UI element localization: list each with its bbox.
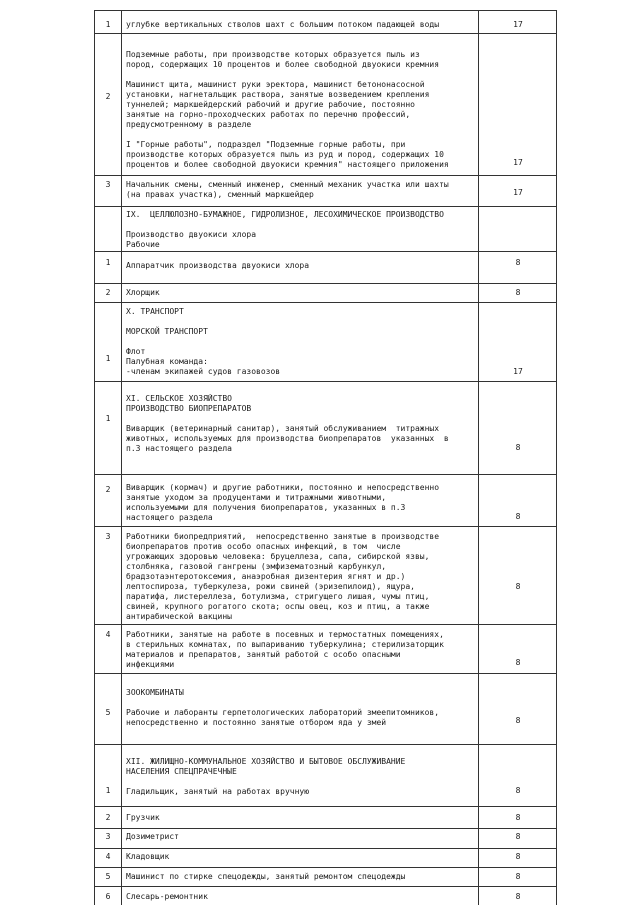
description-line: Аппаратчик производства двуокиси хлора	[126, 261, 310, 270]
row-number: 4	[105, 630, 111, 639]
row-separator	[94, 175, 556, 176]
description-line: Работники биопредприятий, непосредственно занятые в производстве	[126, 532, 440, 541]
description-line: Слесарь-ремонтник	[126, 892, 208, 901]
description-line	[126, 414, 478, 424]
row-number: 4	[105, 852, 111, 861]
row-description	[126, 261, 478, 271]
row-description	[126, 688, 478, 728]
description-line: материалов и препаратов, занятый работой с особо опасными	[126, 650, 401, 659]
description-line	[126, 70, 478, 80]
description-line: (на правах участка), сменный маркшейдер	[126, 190, 314, 199]
description-line: IX. ЦЕЛЛЮЛОЗНО-БУМАЖНОЕ, ГИДРОЛИЗНОЕ, ЛЕСОХИМИЧЕСКОЕ ПРОИЗВОДСТВО	[126, 210, 444, 219]
row-code: 8	[515, 658, 521, 667]
row-number: 3	[105, 180, 111, 189]
row-number: 2	[105, 485, 111, 494]
description-line: XI. СЕЛЬСКОЕ ХОЗЯЙСТВО	[126, 394, 232, 403]
description-line: Кладовщик	[126, 852, 170, 861]
row-description	[126, 532, 478, 622]
row-number: 5	[105, 708, 111, 717]
description-line: столбняка, газовой гангрены (эмфизематозный карбункул,	[126, 562, 387, 571]
row-separator	[94, 206, 556, 207]
row-number: 1	[105, 20, 111, 29]
table-column-divider	[121, 10, 122, 905]
row-code: 8	[515, 852, 521, 861]
row-number: 2	[105, 288, 111, 297]
row-code: 8	[515, 443, 521, 452]
description-line: производстве которых образуется пыль из руд и пород, содержащих 10	[126, 150, 444, 159]
row-description	[126, 852, 478, 862]
description-line: XII. ЖИЛИЩНО-КОММУНАЛЬНОЕ ХОЗЯЙСТВО И БЫТОВОЕ ОБСЛУЖИВАНИЕ	[126, 757, 406, 766]
description-line: свиней, крупного рогатого скота; оспы овец, коз и птиц, а также	[126, 602, 430, 611]
description-line: Рабочие	[126, 240, 160, 249]
row-code: 8	[515, 716, 521, 725]
description-line: ЗООКОМБИНАТЫ	[126, 688, 184, 697]
row-number: 2	[105, 813, 111, 822]
description-line: лептоспироза, туберкулеза, рожи свиней (эризепилоид), ящура,	[126, 582, 415, 591]
row-number: 5	[105, 872, 111, 881]
description-line: процентов и более свободной двуокиси кремния" настоящего приложения	[126, 160, 449, 169]
description-line	[126, 130, 478, 140]
row-separator	[94, 381, 556, 382]
row-separator	[94, 474, 556, 475]
row-separator	[94, 848, 556, 849]
row-code: 8	[515, 288, 521, 297]
row-code: 8	[515, 258, 521, 267]
row-code: 17	[513, 367, 523, 376]
description-line: используемыми для получения биопрепаратов, указанных в п.3	[126, 503, 406, 512]
row-code: 17	[513, 158, 523, 167]
row-separator	[94, 33, 556, 34]
row-separator	[94, 526, 556, 527]
description-line: НАСЕЛЕНИЯ СПЕЦПРАЧЕЧНЫЕ	[126, 767, 237, 776]
row-number: 3	[105, 532, 111, 541]
description-line: занятые уходом за продуцентами и титражными животными,	[126, 493, 387, 502]
description-line: установки, нагнетальщик раствора, занятые возведением крепления	[126, 90, 430, 99]
description-line: Грузчик	[126, 813, 160, 822]
row-number: 1	[105, 258, 111, 267]
table-left-border	[94, 10, 95, 905]
description-line	[126, 337, 478, 347]
description-line: предусмотренному в разделе	[126, 120, 252, 129]
row-description	[126, 872, 478, 882]
description-line: брадзотаэнтеротоксемия, анаэробная дизентерия ягнят и др.)	[126, 572, 406, 581]
table-column-divider	[478, 10, 479, 905]
description-line: Палубная команда:	[126, 357, 208, 366]
description-line: I "Горные работы", подраздел "Подземные горные работы, при	[126, 140, 406, 149]
description-line: туннелей; маркшейдерский рабочий и другие рабочие, постоянно	[126, 100, 415, 109]
description-line: Подземные работы, при производстве которых образуется пыль из	[126, 50, 420, 59]
row-separator	[94, 673, 556, 674]
row-separator	[94, 624, 556, 625]
description-line: биопрепаратов против особо опасных инфекций, в том числе	[126, 542, 401, 551]
description-line: Виварщик (ветеринарный санитар), занятый обслуживанием титражных	[126, 424, 440, 433]
description-line: Машинист по стирке спецодежды, занятый ремонтом спецодежды	[126, 872, 406, 881]
description-line: паратифа, листереллеза, ботулизма, стригущего лишая, чумы птиц,	[126, 592, 430, 601]
row-separator	[94, 283, 556, 284]
description-line	[126, 777, 478, 787]
row-code: 17	[513, 20, 523, 29]
description-line: антирабической вакцины	[126, 612, 232, 621]
description-line: п.3 настоящего раздела	[126, 444, 232, 453]
row-description	[126, 832, 478, 842]
row-separator	[94, 251, 556, 252]
description-line: пород, содержащих 10 процентов и более свободной двуокиси кремния	[126, 60, 440, 69]
row-separator	[94, 867, 556, 868]
row-number: 2	[105, 92, 111, 101]
row-code: 8	[515, 892, 521, 901]
row-number: 6	[105, 892, 111, 901]
description-line: Производство двуокиси хлора	[126, 230, 257, 239]
row-description	[126, 288, 478, 298]
row-description	[126, 892, 478, 902]
description-line	[126, 220, 478, 230]
row-description	[126, 307, 478, 377]
description-line: настоящего раздела	[126, 513, 213, 522]
row-separator	[94, 828, 556, 829]
description-line: -членам экипажей судов газовозов	[126, 367, 281, 376]
row-code: 8	[515, 872, 521, 881]
row-description	[126, 50, 478, 170]
description-line: Флот	[126, 347, 146, 356]
row-separator	[94, 744, 556, 745]
row-code: 8	[515, 512, 521, 521]
description-line: занятые на горно-проходческих работах по перечню профессий,	[126, 110, 411, 119]
row-separator	[94, 806, 556, 807]
row-number: 1	[105, 354, 111, 363]
description-line: угрожающих здоровью человека: бруцеллеза, сапа, сибирской язвы,	[126, 552, 430, 561]
row-code: 8	[515, 582, 521, 591]
row-code: 17	[513, 188, 523, 197]
description-line: Виварщик (кормач) и другие работники, постоянно и непосредственно	[126, 483, 440, 492]
description-line: углубке вертикальных стволов шахт с большим потоком падающей воды	[126, 20, 440, 29]
row-description	[126, 394, 478, 454]
row-separator	[94, 302, 556, 303]
row-code: 8	[515, 786, 521, 795]
description-line: Дозиметрист	[126, 832, 179, 841]
description-line: X. ТРАНСПОРТ	[126, 307, 184, 316]
table-right-border	[556, 10, 557, 905]
row-code: 8	[515, 832, 521, 841]
description-line: Начальник смены, сменный инженер, сменный механик участка или шахты	[126, 180, 449, 189]
description-line: непосредственно и постоянно занятые отбором яда у змей	[126, 718, 387, 727]
row-description	[126, 210, 478, 250]
description-line: инфекциями	[126, 660, 175, 669]
row-description	[126, 757, 478, 797]
row-description	[126, 630, 478, 670]
description-line: Хлорщик	[126, 288, 160, 297]
description-line	[126, 317, 478, 327]
description-line: Машинист щита, машинист руки эректора, машинист бетононасосной	[126, 80, 425, 89]
row-code: 8	[515, 813, 521, 822]
description-line: животных, используемых для производства биопрепаратов указанных в	[126, 434, 449, 443]
description-line: в стерильных комнатах, по выпариванию туберкулина; стерилизаторщик	[126, 640, 444, 649]
description-line: Работники, занятые на работе в посевных и термостатных помещениях,	[126, 630, 444, 639]
row-number: 3	[105, 832, 111, 841]
row-description	[126, 813, 478, 823]
row-number: 1	[105, 786, 111, 795]
description-line: Гладильщик, занятый на работах вручную	[126, 787, 310, 796]
row-separator	[94, 886, 556, 887]
row-description	[126, 20, 478, 30]
row-number: 1	[105, 414, 111, 423]
row-description	[126, 180, 478, 200]
description-line: Рабочие и лаборанты герпетологических лабораторий змеепитомников,	[126, 708, 440, 717]
row-description	[126, 483, 478, 523]
description-line	[126, 698, 478, 708]
description-line: МОРСКОЙ ТРАНСПОРТ	[126, 327, 208, 336]
row-separator	[94, 10, 556, 11]
description-line: ПРОИЗВОДСТВО БИОПРЕПАРАТОВ	[126, 404, 252, 413]
